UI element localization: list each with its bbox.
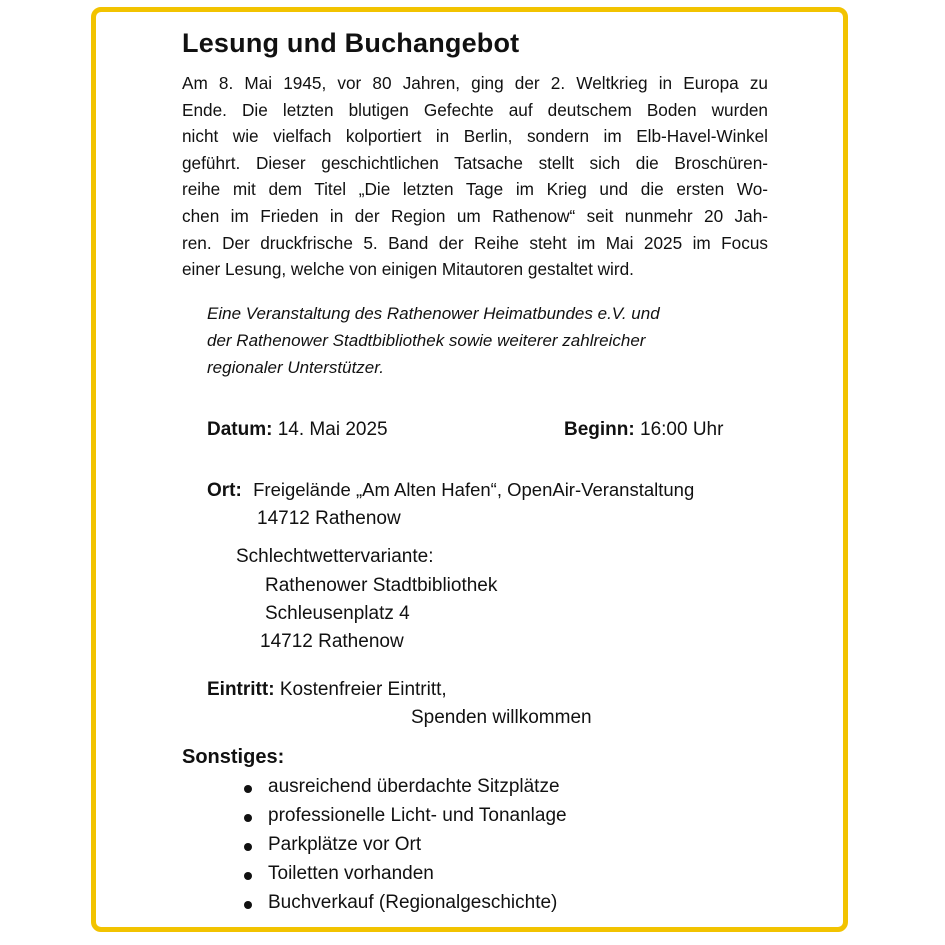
intro-line: ren. Der druckfrische 5. Band der Reihe steht im Mai 2025 im Focus — [182, 232, 768, 253]
list-item: Parkplätze vor Ort — [268, 834, 422, 855]
intro-line: chen im Frieden in der Region um Rathenow“ seit nunmehr 20 Jah- — [182, 205, 768, 226]
misc-heading: Sonstiges: — [182, 746, 285, 768]
intro-line: einer Lesung, welche von einigen Mitautoren gestaltet wird. — [182, 259, 634, 280]
start-label: Beginn: — [564, 419, 635, 440]
start-row — [564, 419, 723, 441]
bullet-icon — [244, 785, 252, 793]
intro-line: geführt. Dieser geschichtlichen Tatsache stellt sich die Broschüren- — [182, 152, 768, 173]
organizer-note — [207, 300, 660, 381]
admission-note: Spenden willkommen — [411, 707, 592, 728]
location-city: 14712 Rathenow — [257, 508, 401, 529]
location-row — [207, 479, 694, 502]
bullet-icon — [244, 843, 252, 851]
intro-line: Ende. Die letzten blutigen Gefechte auf deutschem Boden wurden — [182, 99, 768, 120]
date-row — [207, 419, 388, 441]
start-value: 16:00 Uhr — [640, 419, 724, 440]
date-value: 14. Mai 2025 — [277, 419, 388, 440]
location-label: Ort: — [207, 480, 242, 501]
admission-value: Kostenfreier Eintritt, — [279, 679, 447, 700]
page-title: Lesung und Buchangebot — [182, 28, 520, 58]
organizer-line: Eine Veranstaltung des Rathenower Heimatbundes e.V. und — [207, 304, 660, 323]
list-item: Buchverkauf (Regionalgeschichte) — [268, 892, 558, 913]
bad-weather-city: 14712 Rathenow — [260, 631, 404, 652]
admission-row — [207, 679, 447, 701]
bad-weather-name: Rathenower Stadtbibliothek — [265, 575, 498, 596]
location-value: Freigelände „Am Alten Hafen“, OpenAir-Veranstaltung — [253, 479, 695, 500]
organizer-line: regionaler Unterstützer. — [207, 358, 385, 377]
list-item: professionelle Licht- und Tonanlage — [268, 805, 567, 826]
list-item: ausreichend überdachte Sitzplätze — [268, 776, 560, 797]
intro-line: Am 8. Mai 1945, vor 80 Jahren, ging der 2. Weltkrieg in Europa zu — [182, 73, 768, 93]
bullet-icon — [244, 814, 252, 822]
bullet-icon — [244, 901, 252, 909]
intro-paragraph — [182, 70, 768, 283]
bullet-icon — [244, 872, 252, 880]
organizer-line: der Rathenower Stadtbibliothek sowie weiterer zahlreicher — [207, 331, 646, 350]
bad-weather-street: Schleusenplatz 4 — [265, 603, 410, 624]
intro-line: nicht wie vielfach kolportiert in Berlin, sondern im Elb-Havel-Winkel — [182, 126, 768, 147]
admission-label: Eintritt: — [207, 679, 275, 700]
date-label: Datum: — [207, 419, 273, 440]
intro-line: reihe mit dem Titel „Die letzten Tage im Krieg und die ersten Wo- — [182, 179, 768, 200]
bad-weather-heading: Schlechtwettervariante: — [236, 546, 434, 567]
list-item: Toiletten vorhanden — [268, 863, 434, 884]
